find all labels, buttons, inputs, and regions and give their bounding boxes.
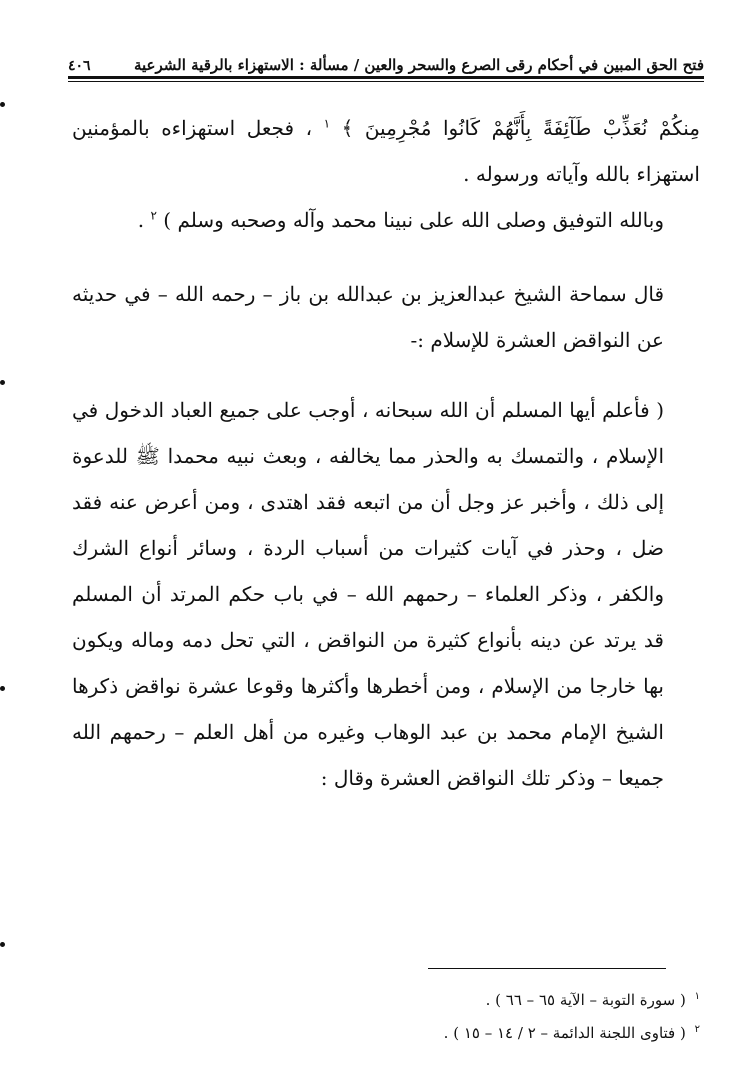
footnote-2 <box>200 1015 700 1048</box>
footnote-2-number: ٢ <box>694 1024 700 1035</box>
body-text <box>72 105 700 801</box>
spacer <box>72 243 700 271</box>
footnote-ref-2: ٢ <box>150 208 157 223</box>
footnote-1 <box>200 982 700 1015</box>
quran-verse: مِنكُمْ نُعَذِّبْ طَآئِفَةً بِأَنَّهُمْ كَانُوا مُجْرِمِينَ ﴾ <box>341 116 701 140</box>
binding-hole-mark <box>0 380 5 385</box>
footnotes <box>200 982 700 1048</box>
spacer <box>72 363 700 387</box>
paragraph-2-end: . <box>137 208 145 232</box>
paragraph-1-text: ، فجعل استهزاءه بالمؤمنين استهزاء بالله وآياته ورسوله . <box>72 116 700 186</box>
binding-hole-mark <box>0 942 5 947</box>
paragraph-4: ( فأعلم أيها المسلم أن الله سبحانه ، أوجب على جميع العباد الدخول في الإسلام ، والتمسك به والحذر مما يخالفه ، وبعث نبيه محمدا ﷺ للدعوة إلى ذلك ، وأخبر عز وجل أن من اتبعه فقد اهتدى ، ومن أعرض عنه فقد ضل ، وحذر في آيات كثيرات من أسباب الردة ، وسائر أنواع الشرك والكفر ، وذكر العلماء – رحمهم الله – في باب حكم المرتد أن المسلم قد يرتد عن دينه بأنواع كثيرة من النواقض ، التي تحل دمه وماله ويكون بها خارجا من الإسلام ، ومن أخطرها وأكثرها وقوعا عشرة نواقض ذكرها الشيخ الإمام محمد بن عبد الوهاب وغيره من أهل العلم – رحمهم الله جميعا – وذكر تلك النواقض العشرة وقال : <box>72 398 664 790</box>
paragraph-2 <box>72 197 700 243</box>
header-rule <box>68 76 704 79</box>
footnote-2-text: ( فتاوى اللجنة الدائمة – ٢ / ١٤ – ١٥ ) . <box>443 1024 686 1042</box>
footnote-ref-1: ١ <box>323 116 331 131</box>
footnote-1-text: ( سورة التوبة – الآية ٦٥ – ٦٦ ) . <box>485 991 686 1009</box>
binding-hole-mark <box>0 686 5 691</box>
footnote-rule <box>428 968 666 969</box>
paragraph-2-text: وبالله التوفيق وصلى الله على نبينا محمد وآله وصحبه وسلم ) <box>163 208 664 232</box>
footnote-1-number: ١ <box>694 991 700 1002</box>
header-title: فتح الحق المبين في أحكام رقى الصرع والسحر والعين / مسألة : الاستهزاء بالرقية الشرعية <box>133 56 704 74</box>
binding-hole-mark <box>0 102 5 107</box>
paragraph-3: قال سماحة الشيخ عبدالعزيز بن عبدالله بن باز – رحمه الله – في حديثه عن النواقض العشرة للإسلام :- <box>72 282 664 352</box>
paragraph-1 <box>72 105 700 197</box>
page-number: ٤٠٦ <box>68 58 91 74</box>
running-header <box>68 34 704 74</box>
header-rule-thin <box>68 81 704 82</box>
